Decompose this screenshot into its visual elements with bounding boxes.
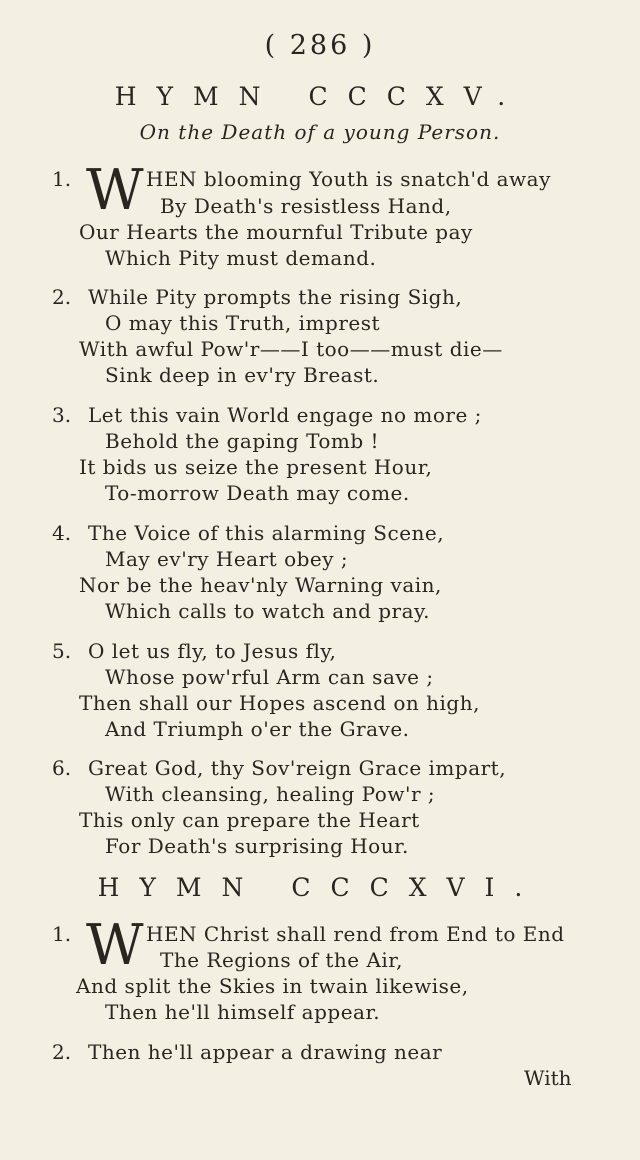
verse-line: Then he'll himself appear. [105,1000,381,1024]
verse-line: May ev'ry Heart obey ; [105,547,349,571]
verse-line: Behold the gaping Tomb ! [105,429,380,453]
stanza-number: 5. [52,639,72,663]
verse-line: For Death's surprising Hour. [105,834,409,858]
verse-line: Which Pity must demand. [105,246,377,270]
verse-line: While Pity prompts the rising Sigh, [88,285,463,309]
stanza-number: 4. [52,521,72,545]
stanza-number: 2. [52,1040,72,1064]
hymn-315-subtitle: On the Death of a young Person. [139,120,501,144]
stanza-number: 1. [52,922,72,946]
verse-line: O may this Truth, imprest [105,311,381,335]
verse-line: With awful Pow'r——I too——must die— [79,337,503,361]
verse-line: Which calls to watch and pray. [105,599,431,623]
verse-line: Whose pow'rful Arm can save ; [105,665,434,689]
verse-line: Sink deep in ev'ry Breast. [105,363,380,387]
verse-line: Nor be the heav'nly Warning vain, [79,573,442,597]
catchword: With [524,1066,572,1090]
verse-line: And Triumph o'er the Grave. [105,717,410,741]
verse-line: Then shall our Hopes ascend on high, [79,691,480,715]
verse-line: Great God, thy Sov'reign Grace impart, [88,756,507,780]
verse-line: HEN blooming Youth is snatch'd away [146,167,551,191]
stanza-number: 3. [52,403,72,427]
stanza-number: 6. [52,756,72,780]
verse-line: The Regions of the Air, [160,948,404,972]
verse-line: O let us fly, to Jesus fly, [88,639,337,663]
drop-capital: W [86,913,144,978]
verse-line: With cleansing, healing Pow'r ; [105,782,436,806]
drop-capital: W [86,158,144,223]
verse-line: The Voice of this alarming Scene, [88,521,445,545]
verse-line: Let this vain World engage no more ; [88,403,482,427]
page-number: ( 286 ) [264,30,376,61]
stanza-number: 2. [52,285,72,309]
hymn-316-title: HYMN CCCXVI. [97,873,543,902]
verse-line: This only can prepare the Heart [79,808,420,832]
verse-line: Then he'll appear a drawing near [88,1040,443,1064]
verse-line: It bids us seize the present Hour, [79,455,433,479]
verse-line: To-morrow Death may come. [105,481,410,505]
verse-line: HEN Christ shall rend from End to End [146,922,565,946]
stanza-number: 1. [52,167,72,191]
verse-line: And split the Skies in twain likewise, [76,974,469,998]
verse-line: By Death's resistless Hand, [160,194,452,218]
hymn-315-title: HYMN CCCXV. [114,82,526,111]
verse-line: Our Hearts the mournful Tribute pay [79,220,473,244]
